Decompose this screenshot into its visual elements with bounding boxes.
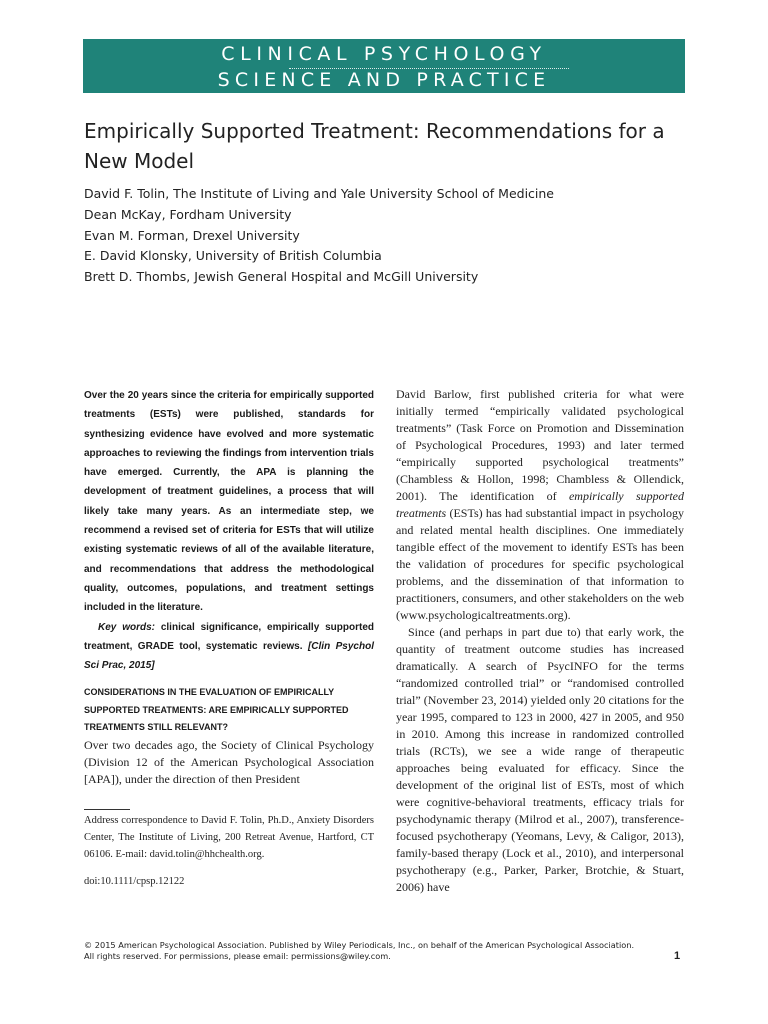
body-paragraph (396, 386, 684, 624)
left-column (84, 386, 374, 675)
correspondence-footnote: Address correspondence to David F. Tolin, Ph.D., Anxiety Disorders Center, The Institute of Living, 200 Retreat Avenue, Hartford, CT 06106. E-mail: david.tolin@hhchealth.org. (84, 815, 374, 860)
keywords-list: clinical significance, empirically supported treatment, GRADE tool, systematic reviews. (84, 621, 375, 652)
section-intro-paragraph: Over two decades ago, the Society of Clinical Psychology (Division 12 of the American Psychological Association [APA]), under the direction of then President (84, 738, 374, 786)
footnote-rule (84, 809, 130, 810)
author-affiliation: David F. Tolin, The Institute of Living and Yale University School of Medicine (84, 186, 554, 201)
keywords (84, 618, 374, 676)
right-column (396, 386, 684, 896)
author-affiliation: Evan M. Forman, Drexel University (84, 227, 300, 243)
doi: doi:10.1111/cpsp.12122 (84, 876, 185, 887)
journal-masthead (83, 39, 685, 93)
keywords-label: Key words: (98, 621, 155, 633)
author-affiliation: Brett D. Thombs, Jewish General Hospital and McGill University (84, 269, 479, 285)
body-paragraph: Since (and perhaps in part due to) that early work, the quantity of treatment outcome studies has increased dramatically. A search of PsycINFO for the terms “randomized controlled trial” or “randomised controlled trial” (November 23, 2014) yielded only 20 citations for the year 1995, compared to 123 in 2000, 427 in 2005, and 950 in 2010. Among this increase in randomized controlled trials (RCTs), we see a wide range of therapeutic approaches being evaluated for efficacy. Since the development of the original list of ESTs, most of which were cognitive-behavioral treatments, efficacy trials for psychodynamic therapy (Milrod et al., 2007), transference-focused psychotherapy (Yeomans, Levy, & Caligor, 2013), family-based therapy (Lock et al., 2010), and interpersonal psychotherapy (e.g., Parker, Parker, Brotchie, & Stuart, 2006) have (396, 625, 684, 894)
author-list (84, 184, 704, 288)
journal-citation: [Clin Psychol Sci Prac, 2015] (84, 640, 374, 672)
author-affiliation: Dean McKay, Fordham University (84, 206, 292, 222)
copyright-line: All rights reserved. For permissions, please email: permissions@wiley.com. (84, 951, 391, 961)
body-emphasis: empirically supported treatments (396, 489, 684, 520)
page-number: 1 (674, 950, 681, 962)
journal-title-line2: SCIENCE AND PRACTICE (217, 69, 551, 91)
copyright-notice (84, 940, 634, 962)
section-heading: CONSIDERATIONS IN THE EVALUATION OF EMPIRICALLY SUPPORTED TREATMENTS: ARE EMPIRICALLY SUPPORTED TREATMENTS STILL RELEVANT? (84, 687, 349, 733)
body-text: David Barlow, first published criteria for what were initially termed “empirically validated psychological treatments” (Task Force on Promotion and Dissemination of Psychological Procedures, 1993) and later termed “empirically supported psychological treatments” (Chambless & Hollon, 1998; Chambless & Ollendick, 2001). The identification of (396, 387, 684, 503)
body-text: (ESTs) has had substantial impact in psychology and related mental health disciplines. One immediately tangible effect of the movement to identify ESTs has been the validation of procedures for specific psychological problems, and the dissemination of that information to practitioners, consumers, and other stakeholders on the web (www.psychologicaltreatments.org). (396, 506, 684, 622)
article-title: Empirically Supported Treatment: Recommendations for a New Model (84, 119, 665, 173)
journal-title-line1: CLINICAL PSYCHOLOGY (221, 43, 547, 65)
author-affiliation: E. David Klonsky, University of British Columbia (84, 248, 382, 264)
copyright-line: © 2015 American Psychological Association. Published by Wiley Periodicals, Inc., on behalf of the American Psychological Association. (84, 940, 635, 950)
abstract-text: Over the 20 years since the criteria for empirically supported treatments (ESTs) were published, standards for synthesizing evidence have evolved and more systematic approaches to reviewing the findings from intervention trials have emerged. Currently, the APA is planning the development of treatment guidelines, a process that will likely take many years. As an intermediate step, we recommend a revised set of criteria for ESTs that will utilize existing systematic reviews of all of the available literature, and recommendations that address the methodological quality, outcomes, populations, and treatment settings included in the literature. (84, 390, 374, 614)
